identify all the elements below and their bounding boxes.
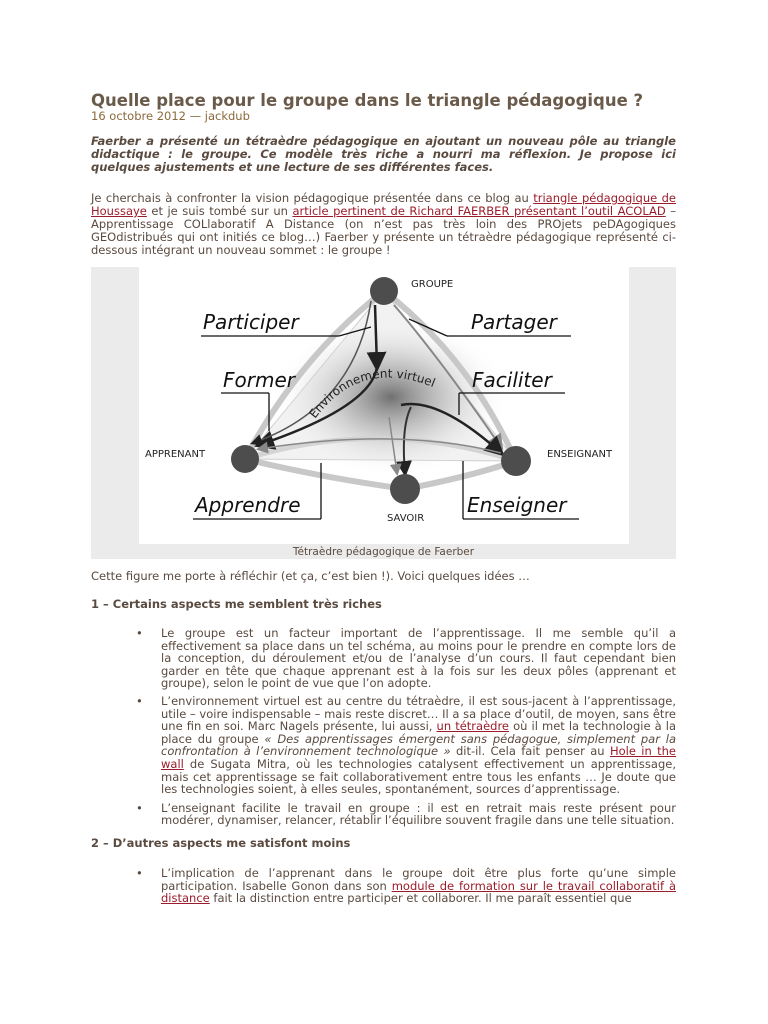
label-participer: Participer <box>203 310 299 334</box>
link-faerber-article[interactable]: article pertinent de Richard FAERBER présentant l’outil ACOLAD <box>292 204 666 218</box>
list-item <box>91 867 676 905</box>
link-houssaye[interactable]: triangle pédagogique de Houssaye <box>91 191 676 218</box>
list-item-text: dit-il. Cela fait penser au <box>450 744 610 759</box>
list-item-text: fait la distinction entre participer et collaborer. Il me paraît essentiel que <box>209 891 632 906</box>
paragraph-2: Cette figure me porte à réfléchir (et ça, c’est bien !). Voici quelques idées … <box>91 569 530 583</box>
label-savoir: SAVOIR <box>387 513 425 524</box>
label-groupe: GROUPE <box>411 279 454 290</box>
paragraph-text: – Apprentissage COLlaboratif A Distance (on n’est pas très loin des PROjets peDAgogiques GEOdistribués qui ont initiés ce blog…) Faerber y présente un tétraèdre pédagogique représenté ci-dessous intégrant un nouveau sommet : le groupe ! <box>91 204 676 257</box>
list-item-text: L’environnement virtuel est au centre du tétraèdre, il est sous-jacent à l’apprentissage, utile – voire indispensable – mais reste discret… Il a sa place d’outil, de moyen, sans être une fin en soi. Marc Nagels présente, lui aussi, <box>161 693 676 734</box>
bullet-icon: • <box>136 693 143 708</box>
article-title[interactable]: Quelle place pour le groupe dans le triangle pédagogique ? <box>91 91 644 110</box>
article-header <box>91 92 676 257</box>
section-heading-1: 1 – Certains aspects me semblent très riches <box>91 597 382 611</box>
list-item-text: L’enseignant facilite le travail en groupe : il est en retrait mais reste présent pour modérer, dynamiser, relancer, rétablir l’équilibre souvent fragile dans une telle situation. <box>161 800 676 828</box>
label-enseigner: Enseigner <box>467 493 567 517</box>
list-moins <box>91 867 676 905</box>
label-faciliter: Faciliter <box>472 368 552 392</box>
link-module-formation[interactable]: module de formation sur le travail collaboratif à distance <box>161 878 676 906</box>
label-partager: Partager <box>471 310 557 334</box>
post-meta: 16 octobre 2012 — jackdub <box>91 109 250 123</box>
figure-caption: Tétraèdre pédagogique de Faerber <box>292 546 475 558</box>
bullet-icon: • <box>136 626 143 640</box>
label-enseignant: ENSEIGNANT <box>547 449 613 460</box>
list-item-text: de Sugata Mitra, où les technologies catalysent effectivement un apprentissage, mais cet apprentissage se fait collaborativement entre tous les enfants … Je doute que les technologies soient, à elles seules, spontanément, sources d’apprentissage. <box>161 756 676 797</box>
vertex-apprenant <box>231 445 259 473</box>
article-intro: Faerber a présenté un tétraèdre pédagogique en ajoutant un nouveau pôle au triangle didactique : le groupe. Ce modèle très riche a nourri ma réflexion. Je propose ici quelques ajustements et une lecture de ses différentes faces. <box>91 134 676 174</box>
list-item-text: où il met la technologie à la place du groupe <box>161 719 676 746</box>
bullet-icon: • <box>136 865 143 880</box>
list-item-text: Le groupe est un facteur important de l’apprentissage. Il me semble qu’il a effectivement sa place dans un tel schéma, au moins pour le prendre en compte lors de la conception, du déroulement et/ou de l’analyse d’un cours. Il faut cependant bien garder en tête que chaque apprenant est à la fois sur les deux pôles (apprenant et groupe), selon le point de vue que l’on adopte. <box>161 626 676 691</box>
label-apprendre: Apprendre <box>195 493 301 517</box>
list-item <box>91 802 676 827</box>
paragraph-text: Je cherchais à confronter la vision pédagogique présentée dans ce blog au <box>91 191 534 205</box>
list-item <box>91 627 676 690</box>
quote-text: « Des apprentissages émergent sans pédagogue, simplement par la confrontation à l’environnement technologique » <box>161 731 676 759</box>
section-heading-2: 2 – D’autres aspects me satisfont moins <box>91 835 351 850</box>
paragraph-1 <box>91 192 676 257</box>
tetrahedron-figure <box>91 267 676 559</box>
label-apprenant: APPRENANT <box>145 449 206 460</box>
vertex-groupe <box>370 277 398 305</box>
link-tetraedre[interactable]: un tétraèdre <box>436 719 509 734</box>
article-body <box>91 570 676 905</box>
vertex-savoir <box>390 474 420 504</box>
tetrahedron-diagram <box>139 267 629 544</box>
list-item-text: L’implication de l’apprenant dans le groupe doit être plus forte qu’une simple participation. Isabelle Gonon dans son <box>161 865 676 893</box>
bullet-icon: • <box>136 800 143 815</box>
virtual-environment-glow <box>271 317 511 477</box>
link-hole-in-the-wall[interactable]: Hole in the wall <box>161 744 677 771</box>
label-former: Former <box>223 368 295 392</box>
paragraph-text: et je suis tombé sur un <box>146 204 293 218</box>
list-item <box>91 695 676 796</box>
environment-label: Environnement virtuel <box>306 366 438 421</box>
list-riches <box>91 627 676 827</box>
vertex-enseignant <box>501 446 531 476</box>
